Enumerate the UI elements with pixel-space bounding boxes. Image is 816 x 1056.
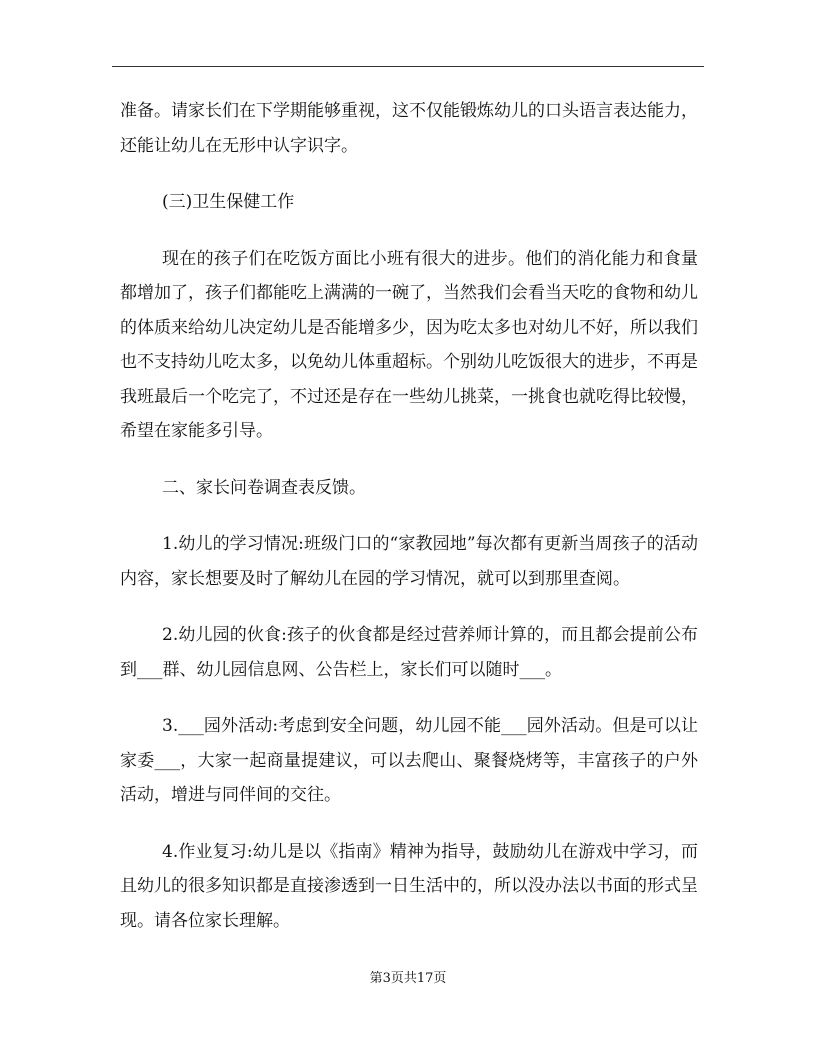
feedback-item-4: 4.作业复习:幼儿是以《指南》精神为指导，鼓励幼儿在游戏中学习，而且幼儿的很多知识都是直接渗透到一日生活中的，所以没办法以书面的形式呈现。请各位家长理解。 [120, 841, 698, 931]
section-heading-feedback: 二、家长问卷调查表反馈。 [162, 477, 366, 498]
paragraph-eating-progress: 现在的孩子们在吃饭方面比小班有很大的进步。他们的消化能力和食量都增加了，孩子们都能吃上满满的一碗了，当然我们会看当天吃的食物和幼儿的体质来给幼儿决定幼儿是否能增多少，因为吃太多也对幼儿不好，所以我们也不支持幼儿吃太多，以免幼儿体重超标。个别幼儿吃饭很大的进步，不再是我班最后一个吃完了，不过还是存在一些幼儿挑菜，一挑食也就吃得比较慢，希望在家能多引导。 [120, 248, 698, 441]
feedback-item-3: 3.___园外活动:考虑到安全问题，幼儿园不能___园外活动。但是可以让家委___，大家一起商量提建议，可以去爬山、聚餐烧烤等，丰富孩子的户外活动，增进与同伴间的交往。 [120, 716, 698, 805]
section-heading-hygiene: (三)卫生保健工作 [162, 192, 295, 212]
feedback-item-2: 2.幼儿园的伙食:孩子的伙食都是经过营养师计算的，而且都会提前公布到___群、幼儿园信息网、公告栏上，家长们可以随时___。 [120, 625, 698, 680]
header-rule [112, 66, 704, 67]
page-number: 第3页共17页 [369, 971, 447, 986]
document-body [120, 94, 698, 960]
paragraph-continuation: 准备。请家长们在下学期能够重视，这不仅能锻炼幼儿的口头语言表达能力，还能让幼儿在无形中认字识字。 [120, 101, 698, 156]
feedback-item-1: 1.幼儿的学习情况:班级门口的“家教园地”每次都有更新当周孩子的活动内容，家长想要及时了解幼儿在园的学习情况，就可以到那里查阅。 [120, 534, 698, 589]
